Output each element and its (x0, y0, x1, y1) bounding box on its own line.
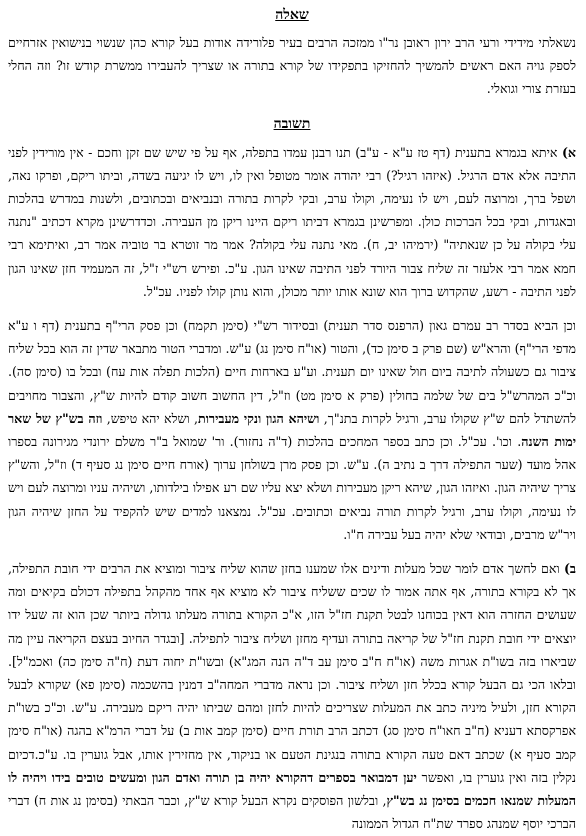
bold-emphasis: וזה בש"ץ של שאר ימות השנה (8, 410, 576, 450)
answer-paragraph-1 (8, 141, 576, 303)
paragraph-text: , ושלא יהא טיפש, (106, 410, 199, 426)
paragraph-marker: ב) (563, 561, 576, 577)
paragraph-text: . וכו'. עכ"ל. וכן כתב בספר המחכים בהלכות (ד"ה נחזור). ור' שמואל ב"ר משלם ירונדי מגירונה בספרו אהל מועד (שער התפילה דרך ב נתיב ה). ע"ש. וכן פסק מרן בשולחן ערוך (אורח חיים סימן נג סעיף ד) וז"ל, והש"ץ צריך שיהיה הגון. ואיזהו הגון, שיהא ריקן מעבירות ושלא יצא עליו שם רע אפילו בילדותו, ושיהיה עניו ומרוצה לעם ויש לו נעימה, וקולו ערב, ורגיל לקרות תורה נביאים וכתובים. עכ"ל. נמצאנו למדים שיש להקפיד על החזן שיהיה הגון ויר"ש מרבים, ובודאי שלא יהיה בעל עבירה ח"ו. (8, 434, 576, 542)
paragraph-text: וכן הביא בסדר רב עמרם גאון (הרפנס סדר תענית) ובסידור רש"י (סימן תקמח) וכן פסק הרי"ף בתענית (דף ו ע"א מדפי הרי"ף) והרא"ש (שם פרק ב סימן כד), והטור (או"ח סימן נג) ע"ש. ומדברי הטור מתבאר שדין זה הוא בכל שליח ציבור גם כשעולה לתיבה ביום חול שאינו יום תענית. וע"ע בארחות חיים (הלכות תפלה אות עח) ובכל בו (סימן סה). וכ"כ המהרש"ל בים של שלמה בחולין (פרק א סימן מט) וז"ל, דין החשוב חשוב קודם להיות ש"ץ, והצבור מחויבים להשתדל להם ש"ץ שקולו ערב, ורגיל לקרות בתנ"ך, (8, 318, 576, 426)
question-heading: שאלה (275, 7, 309, 23)
paragraph-marker: א) (561, 144, 576, 160)
paragraph-text: איתא בגמרא בתענית (דף טז ע"א - ע"ב) תנו רבנן עמדו בתפלה, אף על פי שיש שם זקן וחכם - אין מורידין לפני התיבה אלא אדם הרגיל. (איזהו רגיל?) רבי יהודה אומר מטופל ואין לו, ויש לו יגיעה בשדה, וביתו ריקם, ופרקו נאה, ושפל ברך, ומרוצה לעם, ויש לו נעימה, וקולו ערב, ובקי לקרות בתורה ובנביאים ובכתובים, ולשנות במדרש בהלכות ובאגדות, ובקי בכל הברכות כולן. ומפרשינן בגמרא דביתו ריקם היינו ריקן מן העבירה. וכדדרשינן מקרא דכתיב "נתנה עלי בקולה על כן שנאתיה" (ירמיהו יב, ח). מאי נתנה עלי בקולה? אמר מר זוטרא בר טוביה אמר רב, ואיתימא רבי חמא אמר רבי אלעזר זה שליח צבור היורד לפני התיבה שאינו הגון. ע"כ. ופירש רש"י ז"ל, זה המעמיד חזן שאינו הגון לפני התיבה - רשע, שהקדוש ברוך הוא שונא אותו יותר מכולן, והוא נותן קולו לפניו. עכ"ל. (8, 144, 576, 299)
answer-paragraph-3 (8, 557, 576, 835)
bold-emphasis: יען דמבואר בספרים דהקורא יהיה בן תורה ואדם הגון ומעשים טובים בידו ויהיה לו המעלות שמנאו חכמים בסימן נג בש"ץ (8, 769, 576, 809)
answer-paragraph-2 (8, 314, 576, 546)
answer-heading: תשובה (273, 115, 311, 132)
paragraph-text: ואם לחשך אדם לומר שכל מעלות ודינים אלו שמענו בחזן שהוא שליח ציבור ומוציא את הרבים ידי חובת התפילה, אך לא בקורא בתורה, אף אתה אמור לו שכים ששליח ציבור לא מוציא אף אחד מהקהל בתפילה דכולם בקיאים ומה שעושים החזרה הוא דאין בכוחנו לבטל תקנת חז"ל הזו, א"כ הקורא בתורה מעלתו גדולה ביותר שכן הוא זה שעל ידו יוצאים ידי חובת תקנת חז"ל של קריאה בתורה ועדיף מחזן ושליח ציבור לתפילה. [ובגדר החיוב בעצם הקריאה עיין מה שביארו בזה בשו"ת אגרות משה (או"ח ח"ב סימן עב ד"ה הנה המג"א) ובשו"ת יחוה דעת (ח"ה סימן כה) ואכמ"ל]. ובלאו הכי גם הבעל קורא בכלל חזן ושליח ציבור. וכן נראה מדברי המחה"ב דמנין בהשכמה (סימן פא) שקורא לבעל הקורא חזן, ולעיל מיניה כתב את המעלות שצריכים להיות לחזן ומהם שביתו יהיה ריקם מעבירה. ע"ש. וכ"כ בשו"ת אפרקסתא דעניא (ח"ב חאו"ח סימן סג) דכתב הרב תורת חיים (סימן קמב אות ב) על דברי הרמ"א בהגה (או"ח סימן קמב סעיף א) שכתב דאם טעה הקורא בתורה בנגינת הטעם או בניקוד, אין מחזירין אותו, אבל גוערין בו. ע"כ.דכיום נקלין בזה ואין גוערין בו, ואפשר (8, 561, 576, 785)
bold-emphasis: ושיהא הגון ונקי מעבירות (198, 410, 320, 426)
question-text: נשאלתי מידידי ורעי הרב ירון ראובן נר"ו ממזכה הרבים בעיר פלורידה אודות בעל קורא כהן שנשוי בנישואין אזרחיים לספק גויה האם ראשים להמשיך להחזיקו בתפקידו של קורא בתורה או שצריך להעבירו ממשרת קודש זו? וזה החלי בעזרת צורי וגואלי. (8, 35, 576, 97)
paragraph-text: , ובלשון הפוסקים נקרא הבעל קורא ש"ץ, וכבר הבאתי (בסימן נג אות ח) דברי הברכי יוסף שמנהג ספרד שת"ח הגדול הממונה (8, 793, 576, 832)
